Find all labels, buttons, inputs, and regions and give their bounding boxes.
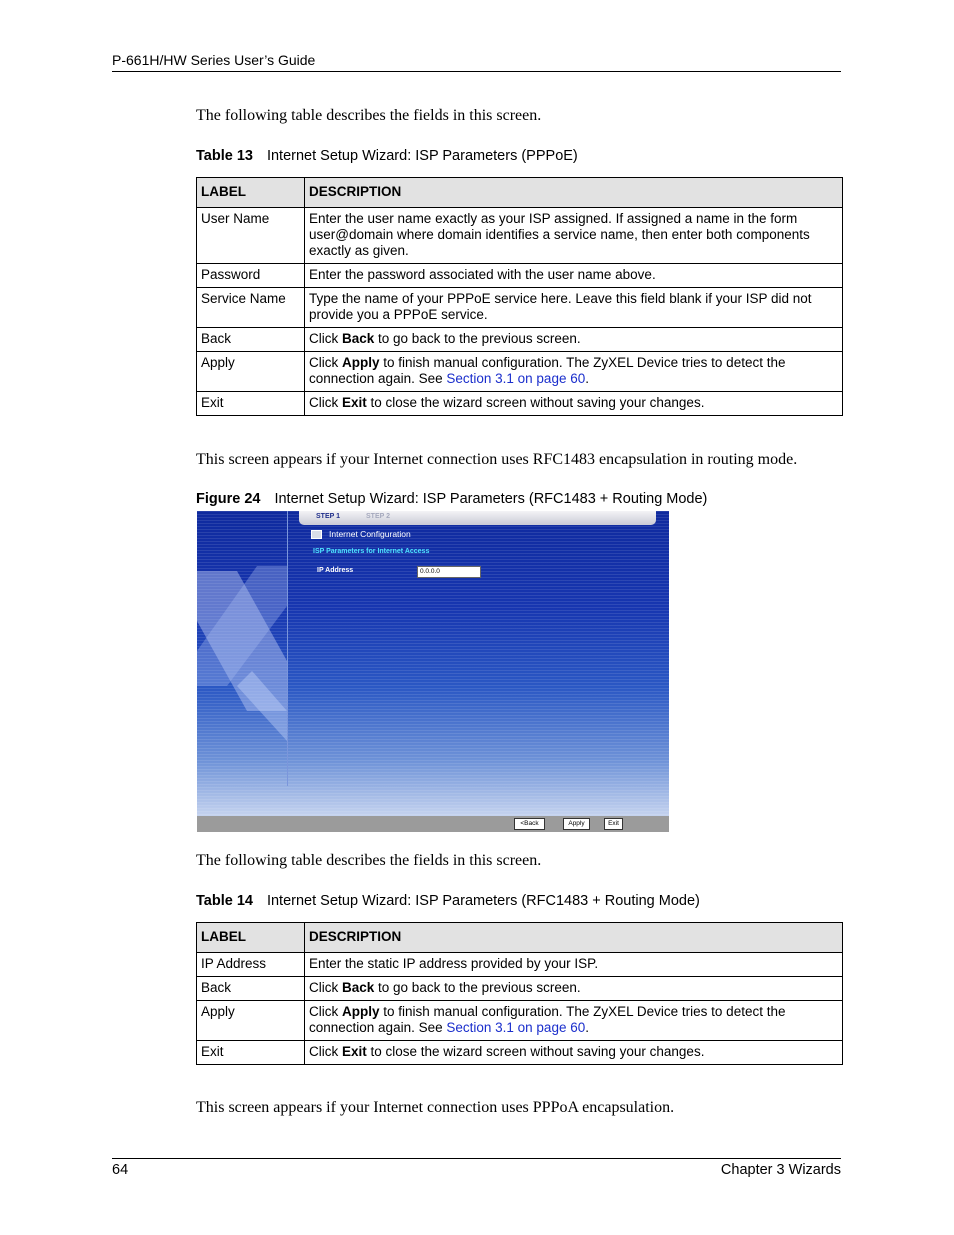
running-header: P-661H/HW Series User’s Guide (112, 52, 316, 68)
row-description: Type the name of your PPPoE service here. Leave this field blank if your ISP did not provide you a PPPoE service. (305, 288, 843, 328)
footer-rule (112, 1158, 841, 1159)
table-13-header-label: LABEL (197, 178, 305, 208)
table-row (197, 208, 843, 264)
desc-text: Click (309, 355, 342, 370)
exit-button[interactable]: Exit (604, 818, 623, 830)
desc-text: to finish manual configuration. The ZyXEL Device tries to detect the connection again. See (309, 1004, 786, 1035)
table-row (197, 977, 843, 1001)
table-row (197, 953, 843, 977)
row-description (305, 977, 843, 1001)
button-bar (197, 816, 669, 832)
table-row (197, 1001, 843, 1041)
row-description (305, 1001, 843, 1041)
ip-address-input[interactable]: 0.0.0.0 (417, 566, 481, 578)
table-14-header-label: LABEL (197, 923, 305, 953)
row-description (305, 328, 843, 352)
figure-24-caption (196, 491, 707, 507)
row-label: Exit (197, 392, 305, 416)
table-row (197, 288, 843, 328)
row-description (305, 1041, 843, 1065)
desc-text: Click (309, 1004, 342, 1019)
page-number: 64 (112, 1162, 129, 1178)
row-label: Apply (197, 352, 305, 392)
table-14-caption-num: Table 14 (196, 893, 253, 909)
folder-icon (311, 530, 322, 539)
figure-24-caption-num: Figure 24 (196, 491, 261, 507)
desc-text: to finish manual configuration. The ZyXEL Device tries to detect the connection again. See (309, 355, 786, 386)
section-link[interactable]: Section 3.1 on page 60 (446, 1020, 586, 1035)
table-13 (196, 177, 843, 416)
desc-text: Click (309, 395, 342, 410)
row-description (305, 392, 843, 416)
desc-bold: Back (342, 331, 375, 346)
table-14 (196, 922, 843, 1065)
ip-address-label: IP Address (317, 567, 354, 574)
section-title: Internet Configuration (329, 529, 411, 539)
desc-text: Click (309, 1044, 342, 1059)
table-13-header-description: DESCRIPTION (305, 178, 843, 208)
desc-text: Click (309, 980, 342, 995)
step-1-label[interactable]: STEP 1 (316, 513, 340, 520)
table-row (197, 352, 843, 392)
table-13-caption-num: Table 13 (196, 148, 253, 164)
header-rule (112, 71, 841, 72)
section-link[interactable]: Section 3.1 on page 60 (446, 371, 586, 386)
desc-text: to close the wizard screen without saving your changes. (366, 1044, 705, 1059)
nav-divider (287, 511, 288, 786)
row-description: Enter the static IP address provided by your ISP. (305, 953, 843, 977)
table-13-caption (196, 148, 578, 164)
desc-text: . (585, 1020, 589, 1035)
back-button[interactable]: <Back (514, 818, 545, 830)
table-row (197, 392, 843, 416)
desc-text: to go back to the previous screen. (374, 980, 581, 995)
table-row (197, 264, 843, 288)
subsection-title: ISP Parameters for Internet Access (313, 548, 430, 555)
row-label: Password (197, 264, 305, 288)
table-row (197, 328, 843, 352)
row-label: Apply (197, 1001, 305, 1041)
row-label: Back (197, 328, 305, 352)
figure-24-caption-text: Internet Setup Wizard: ISP Parameters (RFC1483 + Routing Mode) (274, 491, 708, 507)
table-14-header-description: DESCRIPTION (305, 923, 843, 953)
apply-button[interactable]: Apply (563, 818, 590, 830)
row-label: Back (197, 977, 305, 1001)
rfc-paragraph: This screen appears if your Internet connection uses RFC1483 encapsulation in routing mode. (196, 451, 798, 468)
intro-paragraph-1: The following table describes the fields in this screen. (196, 107, 542, 124)
wizard-steps-bar (299, 511, 656, 525)
pppoa-paragraph: This screen appears if your Internet connection uses PPPoA encapsulation. (196, 1099, 675, 1116)
row-description: Enter the password associated with the user name above. (305, 264, 843, 288)
step-2-label[interactable]: STEP 2 (366, 513, 390, 520)
row-description (305, 352, 843, 392)
desc-bold: Exit (342, 1044, 367, 1059)
table-row (197, 1041, 843, 1065)
desc-bold: Apply (342, 355, 380, 370)
desc-bold: Back (342, 980, 375, 995)
desc-text: to go back to the previous screen. (374, 331, 581, 346)
desc-bold: Apply (342, 1004, 380, 1019)
row-description: Enter the user name exactly as your ISP assigned. If assigned a name in the form user@domain where domain identifies a service name, then enter both components exactly as given. (305, 208, 843, 264)
chapter-title: Chapter 3 Wizards (720, 1162, 841, 1178)
table-13-caption-text: Internet Setup Wizard: ISP Parameters (PPPoE) (266, 148, 578, 164)
zyxel-logo-watermark (197, 511, 287, 816)
row-label: Service Name (197, 288, 305, 328)
table-14-caption (196, 893, 700, 909)
desc-text: . (585, 371, 589, 386)
desc-text: to close the wizard screen without saving your changes. (366, 395, 705, 410)
row-label: Exit (197, 1041, 305, 1065)
wizard-screenshot (197, 511, 669, 832)
desc-text: Click (309, 331, 342, 346)
desc-bold: Exit (342, 395, 367, 410)
intro-paragraph-2: The following table describes the fields in this screen. (196, 852, 542, 869)
row-label: User Name (197, 208, 305, 264)
row-label: IP Address (197, 953, 305, 977)
table-14-caption-text: Internet Setup Wizard: ISP Parameters (RFC1483 + Routing Mode) (266, 893, 700, 909)
